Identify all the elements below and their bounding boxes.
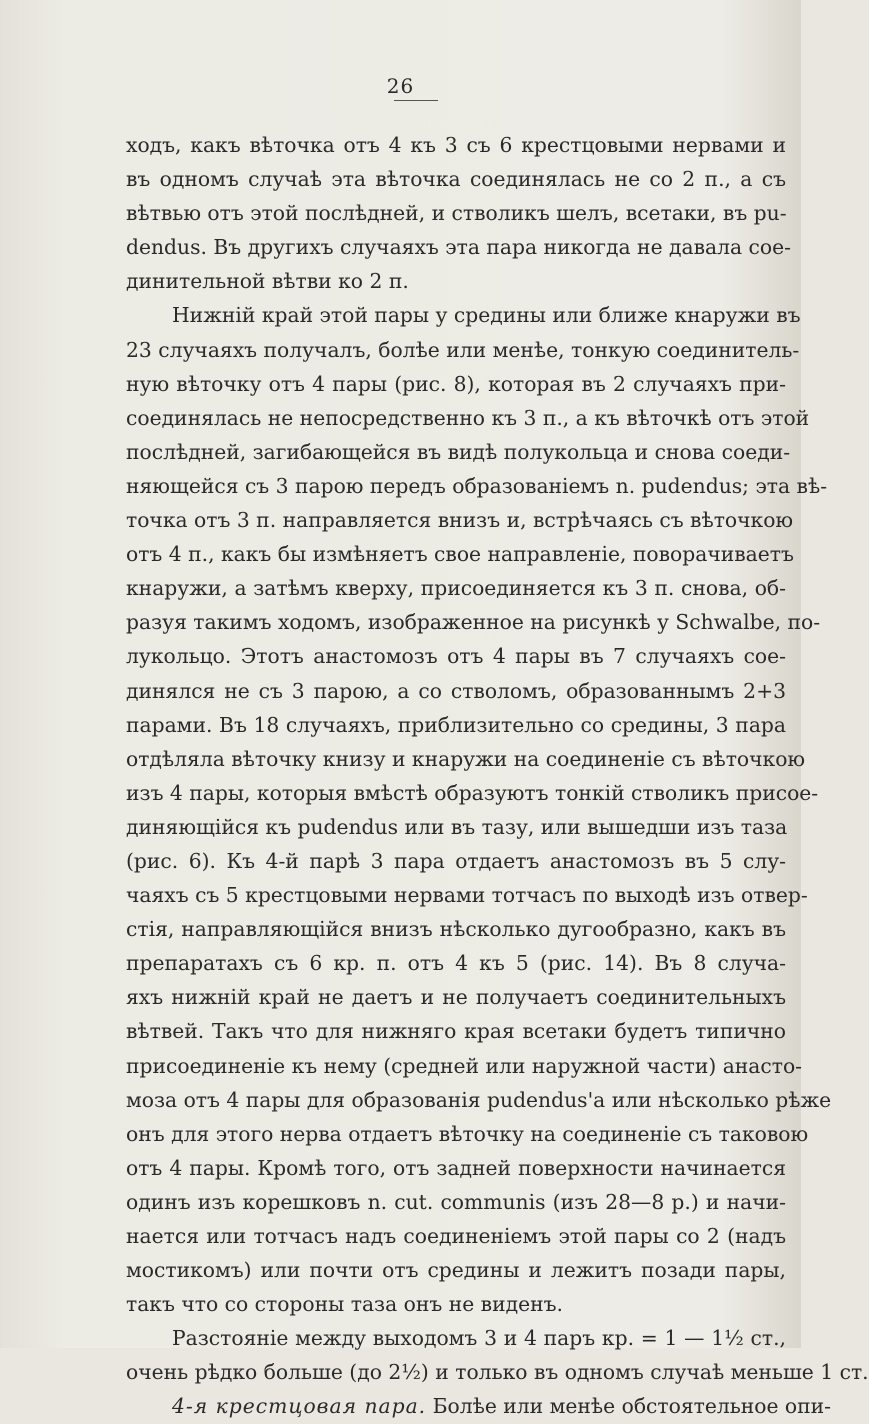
text-line: изъ 4 пары, которыя вмѣстѣ образуютъ тонкій стволикъ присое- — [126, 780, 819, 805]
text-line: динялся не съ 3 парою, а со стволомъ, образованнымъ 2+3 — [126, 678, 786, 703]
text-line: онъ для этого нерва отдаетъ вѣточку на соединеніе съ таковою — [126, 1121, 809, 1146]
text-line: препаратахъ съ 6 кр. п. отъ 4 къ 5 (рис. 14). Въ 8 случа- — [126, 951, 786, 976]
text-line: 23 случаяхъ получалъ, болѣе или менѣе, тонкую соединитель- — [126, 337, 800, 362]
text-line: динительной вѣтви ко 2 п. — [126, 269, 409, 294]
text-line: точка отъ 3 п. направляется внизъ и, встрѣчаясь съ вѣточкою — [126, 508, 794, 533]
text-line: такъ что со стороны таза онъ не виденъ. — [126, 1292, 563, 1317]
text-line: соединялась не непосредственно къ 3 п., а къ вѣточкѣ отъ этой — [126, 405, 810, 430]
text-line: мостикомъ) или почти отъ средины и лежитъ позади пары, — [126, 1258, 786, 1283]
text-line: отдѣляла вѣточку книзу и кнаружи на соединеніе съ вѣточкою — [126, 746, 806, 771]
text-line: ную вѣточку отъ 4 пары (рис. 8), которая въ 2 случаяхъ при- — [126, 371, 786, 396]
text-line: послѣдней, загибающейся въ видѣ полукольца и снова соеди- — [126, 439, 791, 464]
text-line: ходъ, какъ вѣточка отъ 4 къ 3 съ 6 крестцовыми нервами и — [126, 133, 786, 157]
text-line: очень рѣдко больше (до 2½) и только въ одномъ случаѣ меньше 1 ст. — [126, 1360, 869, 1385]
text-line — [126, 1389, 832, 1423]
text-span: Болѣе или менѣе обстоятельное опи- — [426, 1394, 832, 1419]
text-line: dendus. Въ другихъ случаяхъ эта пара никогда не давала сое- — [126, 235, 791, 260]
body-text — [126, 128, 869, 1424]
text-line: нается или тотчасъ надъ соединеніемъ этой пары со 2 (надъ — [126, 1224, 786, 1248]
text-line: одинъ изъ корешковъ n. cut. communis (изъ 28—8 р.) и начи- — [126, 1189, 786, 1214]
text-line: въ одномъ случаѣ эта вѣточка соединялась не со 2 п., а съ — [126, 167, 786, 192]
text-line: Нижній край этой пары у средины или ближе кнаружи въ — [172, 303, 801, 328]
text-line: разуя такимъ ходомъ, изображенное на рисункѣ у Schwalbe, по- — [126, 610, 821, 635]
text-line: лукольцо. Этотъ анастомозъ отъ 4 пары въ 7 случаяхъ сое- — [126, 644, 786, 669]
text-line: няющейся съ 3 парою передъ образованіемъ n. pudendus; эта вѣ- — [126, 473, 828, 498]
text-line: отъ 4 п., какъ бы измѣняетъ свое направленіе, поворачиваетъ — [126, 542, 794, 567]
text-line: Разстояніе между выходомъ 3 и 4 паръ кр. = 1 — 1½ ст., — [172, 1326, 786, 1351]
text-line: кнаружи, а затѣмъ кверху, присоединяется къ 3 п. снова, об- — [126, 576, 786, 601]
text-line: стія, направляющійся внизъ нѣсколько дугообразно, какъ въ — [126, 917, 786, 942]
text-line: (рис. 6). Къ 4-й парѣ 3 пара отдаетъ анастомозъ въ 5 слу- — [126, 848, 786, 873]
page-number-underline — [394, 100, 438, 101]
text-line: яхъ нижній край не даетъ и не получаетъ соединительныхъ — [126, 985, 786, 1010]
text-line: чаяхъ съ 5 крестцовыми нервами тотчасъ по выходѣ изъ отвер- — [126, 883, 808, 908]
text-line: парами. Въ 18 случаяхъ, приблизительно со средины, 3 пара — [126, 712, 786, 737]
text-line: вѣтвью отъ этой послѣдней, и стволикъ шелъ, всетаки, въ pu- — [126, 201, 787, 226]
text-line: моза отъ 4 пары для образованія pudendus'а или нѣсколько рѣже — [126, 1087, 832, 1112]
text-line: диняющійся къ pudendus или въ тазу, или вышедши изъ таза — [126, 814, 788, 839]
text-line: отъ 4 пары. Кромѣ того, отъ задней поверхности начинается — [126, 1155, 786, 1180]
text-line: присоединеніе къ нему (средней или наружной части) анасто- — [126, 1053, 803, 1078]
text-line: вѣтвей. Такъ что для нижняго края всетаки будетъ типично — [126, 1019, 786, 1044]
page-number: 26 — [386, 74, 415, 98]
section-heading: 4-я крестцовая пара. — [172, 1394, 427, 1419]
